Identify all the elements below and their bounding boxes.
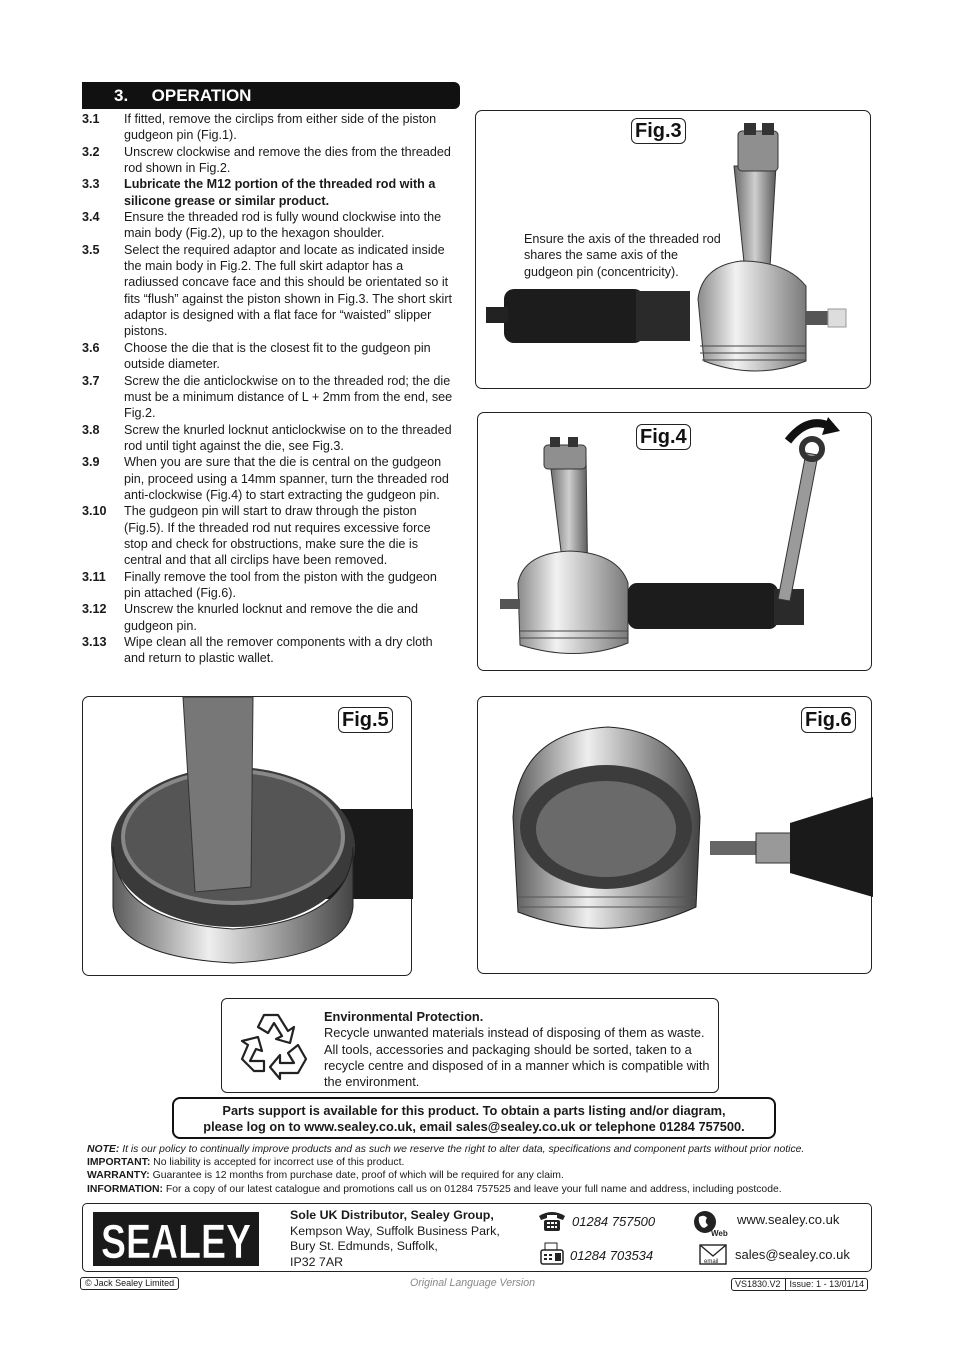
sealey-logo [93, 1212, 259, 1269]
step-item [82, 634, 454, 667]
email-link[interactable]: sales@sealey.co.uk [735, 1247, 850, 1262]
step-text: Screw the die anticlockwise on to the threaded rod; the die must be a minimum distance of L + 2mm from the end, see Fig.2. [124, 373, 453, 421]
svg-text:Web: Web [711, 1229, 728, 1238]
step-item [82, 209, 454, 242]
step-item [82, 144, 454, 177]
important-line [87, 1156, 867, 1169]
fax-number: 01284 703534 [570, 1248, 654, 1263]
figure-4 [477, 412, 872, 671]
fig4-illustration [478, 413, 873, 672]
step-item [82, 111, 454, 144]
step-number: 3.13 [82, 635, 107, 649]
environmental-text [324, 1009, 714, 1090]
step-item [82, 422, 454, 455]
fig6-illustration [478, 697, 873, 975]
telephone-icon [537, 1210, 567, 1232]
company-address [290, 1208, 500, 1270]
step-number: 3.7 [82, 373, 100, 388]
important-text: No liability is accepted for incorrect use of this product. [150, 1157, 405, 1169]
step-number: 3.6 [82, 340, 100, 355]
note-text: It is our policy to continually improve products and as such we reserve the right to alter data, specifications and component parts without prior notice. [119, 1144, 805, 1155]
step-number: 3.10 [82, 504, 107, 519]
parts-support-line-2: please log on to www.sealey.co.uk, email sales@sealey.co.uk or telephone 01284 757500. [203, 1119, 745, 1134]
fig3-label: Fig.3 [631, 118, 686, 144]
step-number: 3.3 [82, 177, 100, 192]
information-label: INFORMATION: [87, 1183, 163, 1195]
doc-issue: Issue: 1 - 13/01/14 [789, 1279, 865, 1289]
section-number: 3. [114, 86, 129, 105]
important-label: IMPORTANT: [87, 1157, 151, 1169]
environmental-title: Environmental Protection. [324, 1009, 484, 1024]
sealey-logo-text: SEALEY [101, 1216, 251, 1269]
step-item [82, 454, 454, 503]
fax-icon [539, 1242, 565, 1266]
step-number: 3.4 [82, 210, 100, 225]
legal-notes [87, 1143, 867, 1196]
step-text: Choose the die that is the closest fit to the gudgeon pin outside diameter. [124, 340, 431, 372]
parts-support-box [172, 1097, 776, 1139]
web-globe-icon [692, 1209, 728, 1237]
step-number: 3.9 [82, 455, 100, 470]
parts-support-line-1: Parts support is available for this product. To obtain a parts listing and/or diagram, [222, 1103, 726, 1118]
note-label: NOTE: [87, 1144, 120, 1155]
step-number: 3.12 [82, 602, 107, 617]
figure-6 [477, 696, 872, 974]
fig6-label: Fig.6 [801, 707, 856, 733]
company-name: Sole UK Distributor, Sealey Group, [290, 1208, 494, 1222]
footer-contact-box [82, 1203, 872, 1272]
step-item [82, 569, 454, 602]
step-text: Select the required adaptor and locate as indicated inside the main body in Fig.2. The full skirt adaptor has a radiussed concave face and this should be orientated so it fits “flush” against the piston shown in Fig.3. The short skirt adaptor is designed with a flat face for “waisted” slipper pistons. [124, 242, 453, 339]
figure-3 [475, 110, 871, 389]
step-item [82, 242, 454, 340]
note-line [87, 1143, 867, 1156]
step-text: If fitted, remove the circlips from either side of the piston gudgeon pin (Fig.1). [124, 112, 437, 143]
figure-5 [82, 696, 412, 976]
information-text: For a copy of our latest catalogue and promotions call us on 01284 757525 and leave your full name and address, including postcode. [163, 1183, 782, 1195]
step-text: The gudgeon pin will start to draw through the piston (Fig.5). If the threaded rod nut requires excessive force stop and check for obstructions, make sure the die is central and that all circlips have been removed. [124, 504, 431, 568]
step-item [82, 373, 454, 422]
phone-number: 01284 757500 [572, 1214, 656, 1229]
doc-ref-number: VS1830.V2 [735, 1279, 781, 1289]
svg-text:email: email [704, 1259, 719, 1265]
step-number: 3.2 [82, 144, 100, 159]
step-item [82, 601, 454, 634]
doc-ref-separator [785, 1279, 786, 1290]
recycle-icon [236, 1009, 312, 1081]
step-text: Unscrew clockwise and remove the dies from the threaded rod shown in Fig.2. [124, 144, 451, 176]
website-link[interactable]: www.sealey.co.uk [737, 1212, 840, 1227]
step-text: Lubricate the M12 portion of the threaded rod with a silicone grease or similar product. [124, 177, 436, 208]
warranty-label: WARRANTY: [87, 1170, 150, 1182]
copyright-badge: © Jack Sealey Limited [80, 1277, 179, 1290]
step-number: 3.1 [82, 112, 100, 126]
warranty-text: Guarantee is 12 months from purchase date, proof of which will be required for any claim. [149, 1170, 564, 1182]
step-item [82, 340, 454, 373]
step-text: Wipe clean all the remover components with a dry cloth and return to plastic wallet. [124, 635, 433, 666]
address-line-1: Kempson Way, Suffolk Business Park, [290, 1223, 500, 1238]
fig3-note: Ensure the axis of the threaded rod shares the same axis of the gudgeon pin (concentricity). [524, 232, 721, 279]
step-number: 3.5 [82, 242, 100, 257]
operation-steps [82, 111, 454, 667]
step-text: Screw the knurled locknut anticlockwise on to the threaded rod until tight against the die, see Fig.3. [124, 422, 452, 453]
step-number: 3.8 [82, 422, 100, 437]
email-envelope-icon [699, 1244, 727, 1266]
fig4-label: Fig.4 [636, 424, 691, 450]
environmental-body: Recycle unwanted materials instead of disposing of them as waste. All tools, accessories and packaging should be sorted, taken to a recycle centre and disposed of in a manner which is compatible with the environment. [324, 1025, 710, 1090]
warranty-line [87, 1169, 867, 1182]
address-line-2: Bury St. Edmunds, Suffolk, [290, 1239, 438, 1254]
information-line [87, 1183, 867, 1196]
step-text: Unscrew the knurled locknut and remove the die and gudgeon pin. [124, 602, 419, 633]
step-item [82, 503, 454, 568]
document-reference [731, 1278, 868, 1291]
step-item [82, 176, 454, 209]
address-line-3: IP32 7AR [290, 1254, 344, 1269]
fig5-illustration [83, 697, 413, 977]
step-number: 3.11 [82, 569, 106, 584]
language-version: Original Language Version [410, 1277, 536, 1289]
section-header [82, 82, 460, 109]
step-text: When you are sure that the die is central on the gudgeon pin, proceed using a 14mm spanner, turn the threaded rod anti-clockwise (Fig.4) to start extracting the gudgeon pin. [124, 455, 449, 502]
step-text: Ensure the threaded rod is fully wound clockwise into the main body (Fig.2), up to the hexagon shoulder. [124, 210, 442, 241]
fig5-label: Fig.5 [338, 707, 393, 733]
step-text: Finally remove the tool from the piston with the gudgeon pin attached (Fig.6). [124, 569, 437, 600]
section-title: OPERATION [151, 86, 252, 105]
environmental-protection-box [221, 998, 719, 1093]
